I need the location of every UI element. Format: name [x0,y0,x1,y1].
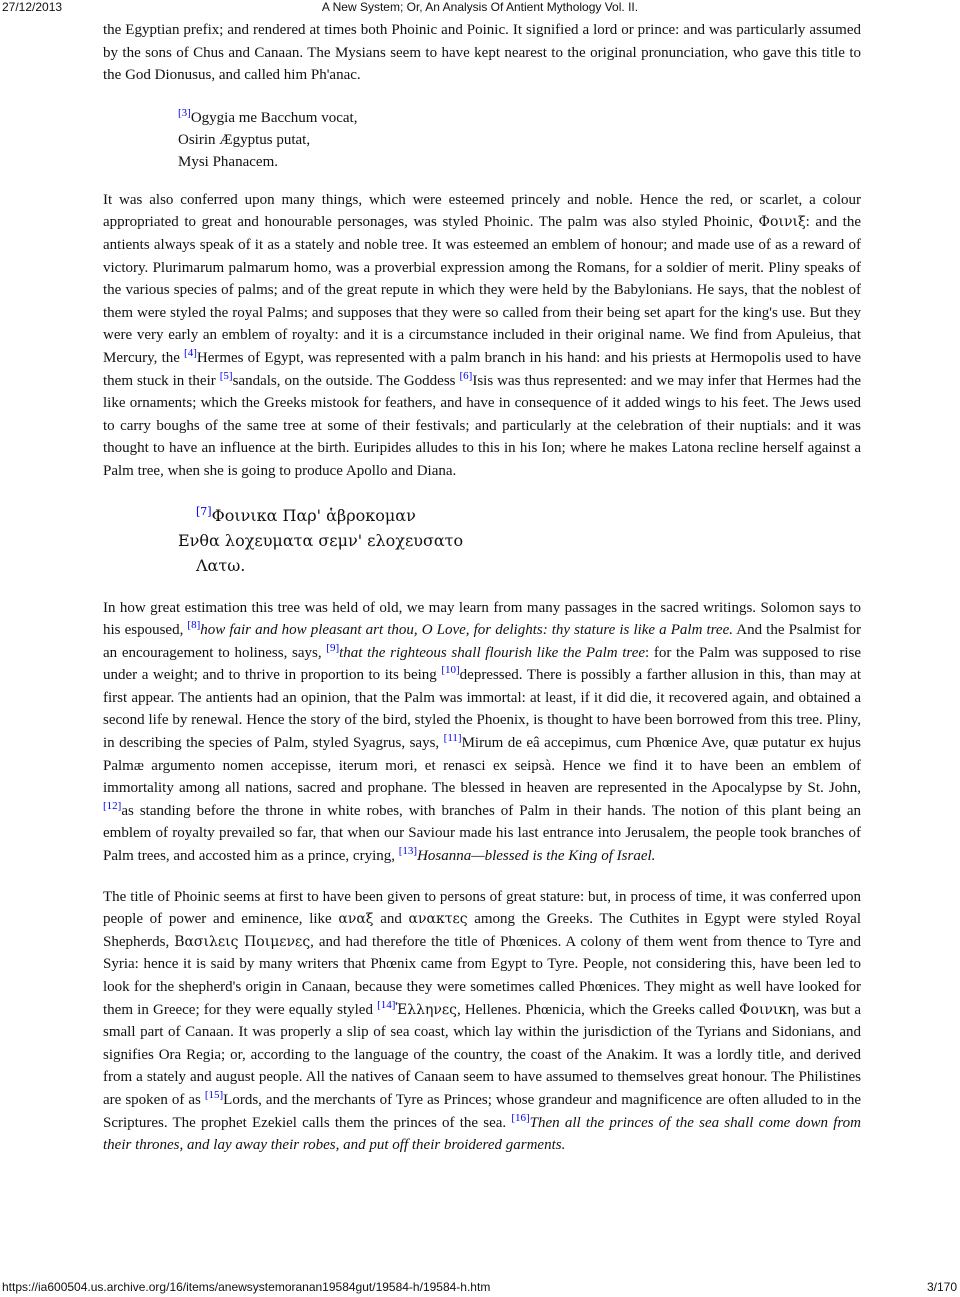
text-run: , Hellenes. Phœnicia, which the Greeks called [456,1001,740,1018]
footnote-link[interactable]: [14] [377,998,396,1011]
verse-line: Mysi Phanacem. [178,153,278,170]
paragraph [103,189,861,483]
text-run: In how great estimation this tree was held of old, we may learn from many passages in the sacred writings. Solomon says to his espoused, [103,599,861,639]
paragraph [103,886,861,1157]
text-run: It was also conferred upon many things, which were esteemed princely and noble. Hence the red, or scarlet, a colour appropriated to great and honourable personages, was styled Phoinic. The palm was also styled Phoinic, [103,191,861,231]
print-date: 27/12/2013 [2,0,63,14]
text-run: : for the Palm was supposed to rise under a weight; and to thrive in proportion to its being [103,644,861,684]
verse-line: Φοινικα Παρ' ἁβροκομαν [211,505,416,525]
text-run: as standing before the throne in white robes, with branches of Palm in their hands. The notion of this plant being an emblem of royalty prevailed so far, that when our Saviour made his last entrance into Jerusalem, the people took branches of Palm trees, and accosted him as a prince, crying, [103,802,861,865]
text-run: Isis was thus represented: and we may infer that Hermes had the like ornaments; which the Greeks mistook for feathers, and have in consequence of it added wings to his feet. The Jews used to carry boughs of the same tree at some of their festivals; and particularly at the celebration of their nuptials: and it was thought to have an influence at the birth. Euripides alludes to this in his Ion; where he makes Latona recline herself against a Palm tree, when she is going to produce Apollo and Diana. [103,372,861,479]
greek-word: Φοινικη [739,1001,796,1018]
verse-line: Ogygia me Bacchum vocat, [190,109,358,126]
greek-word: Ἑλληνες [395,1001,457,1018]
text-run: , was but a small part of Canaan. It was properly a slip of sea coast, which lay within the jurisdiction of the Tyrians and Sidonians, and signifies Ora Regia; or, according to the language of the country, the coast of the Anakim. It was a lordly title, and derived from a stately and august people. All the natives of Canaan seem to have assumed to themselves great honour. The Philistines are spoken of as [103,1001,862,1108]
footnote-link[interactable]: [7] [196,504,212,518]
italic-quote: how fair and how pleasant art thou, O Love, for delights: thy stature is like a Palm tree. [200,622,734,639]
footnote-link[interactable]: [4] [184,346,197,359]
greek-verse-block [178,503,861,578]
greek-word: ανακτες [408,911,468,928]
footnote-link[interactable]: [9] [326,641,340,654]
page-number: 3/170 [926,1280,957,1294]
footnote-link[interactable]: [11] [443,732,462,745]
greek-word: Βασιλεις Ποιμενες [174,933,311,950]
text-run: and [373,911,409,928]
text-run: The title of Phoinic seems at first to have been given to persons of great stature: but, in process of time, it was conferred upon people of power and eminence, like [103,888,861,928]
footnote-link[interactable]: [3] [178,106,191,119]
footnote-link[interactable]: [15] [204,1088,224,1101]
greek-word: Φοινιξ [758,214,806,231]
verse-line: Osirin Ægyptus putat, [178,131,311,148]
paragraph [103,597,861,868]
text-run: sandals, on the outside. The Goddess [232,372,460,389]
text-run: Mirum de eâ accepimus, cum Phœnice Ave, quæ putatur ex hujus Palmæ argumento nomen accepisse, iterum mori, et renasci ex seipsà. Hence we find it to have been an emblem of immortality among all nations, sacred and prophane. The blessed in heaven are represented in the Apocalypse by St. John, [103,735,861,797]
page-footer [0,1280,960,1296]
greek-word: αναξ [338,911,374,928]
source-url: https://ia600504.us.archive.org/16/items/anewsystemoranan19584gut/19584-h/19584-h.htm [2,1280,491,1294]
verse-line: Λατω. [196,555,246,575]
document-body [103,16,861,1157]
italic-quote: that the righteous shall flourish like the Palm tree [339,644,646,661]
text-run: Hermes of Egypt, was represented with a palm branch in his hand: and his priests at Hermopolis used to have them stuck in their [103,349,861,389]
text-run: among the Greeks. The Cuthites in Egypt were styled Royal Shepherds, [103,911,861,950]
text-run: , and had therefore the title of Phœnices. A colony of them went from thence to Tyre and Syria: hence it is said by many writers that Phœnix came from Egypt to Tyre. People, not considering this, have been led to look for the shepherd's origin in Canaan, because they were sometimes called Phœnices. They might as well have looked for them in Greece; for they were equally styled [103,933,861,1018]
footnote-link[interactable]: [8] [187,619,201,632]
footnote-link[interactable]: [13] [398,845,418,858]
footnote-link[interactable]: [10] [441,664,460,677]
verse-line: Ενθα λοχευματα σεμν' ελοχευσατο [178,530,464,550]
text-run: And the Psalmist for an encouragement to holiness, says, [103,622,861,661]
footnote-link[interactable]: [12] [103,799,122,812]
footnote-link[interactable]: [6] [459,369,473,382]
text-run: depressed. There is possibly a farther allusion in this, than may at first appear. The antients had an opinion, that the Palm was immortal: at least, if it did die, it recovered again, and obtained a second life by renewal. Hence the story of the bird, styled the Phoenix, is thought to have been borrowed from this tree. Pliny, in describing the species of Palm, styled Syagrus, says, [103,667,861,752]
footnote-link[interactable]: [5] [219,369,233,382]
footnote-link[interactable]: [16] [511,1111,530,1124]
page-header [0,0,960,16]
paragraph: the Egyptian prefix; and rendered at times both Phoinic and Poinic. It signified a lord or prince: and was particularly assumed by the sons of Chus and Canaan. The Mysians seem to have kept nearest to the original pronunciation, who gave this title to the God Dionusus, and called him Ph'anac. [103,22,861,84]
text-run: : and the antients always speak of it as a stately and noble tree. It was esteemed an emblem of honour; and made use of as a reward of victory. Plurimarum palmarum homo, was a proverbial expression among the Romans, for a soldier of merit. Pliny speaks of the various species of palms; and of the great repute in which they were held by the Babylonians. He says, that the noblest of them were styled the royal Palms; and supposes that they were so called from their being set apart for the king's use. But they were very early an emblem of royalty: and it is a circumstance included in their original name. We find from Apuleius, that Mercury, the [103,214,861,366]
italic-quote: Then all the princes of the sea shall come down from their thrones, and lay away their robes, and put off their broidered garments. [103,1114,861,1154]
verse-block [178,107,861,173]
document-title: A New System; Or, An Analysis Of Antient Mythology Vol. II. [321,0,639,14]
text-run: Lords, and the merchants of Tyre as Princes; whose grandeur and magnificence are often alluded to in the Scriptures. The prophet Ezekiel calls them the princes of the sea. [103,1091,862,1131]
italic-quote: Hosanna—blessed is the King of Israel. [417,848,656,865]
